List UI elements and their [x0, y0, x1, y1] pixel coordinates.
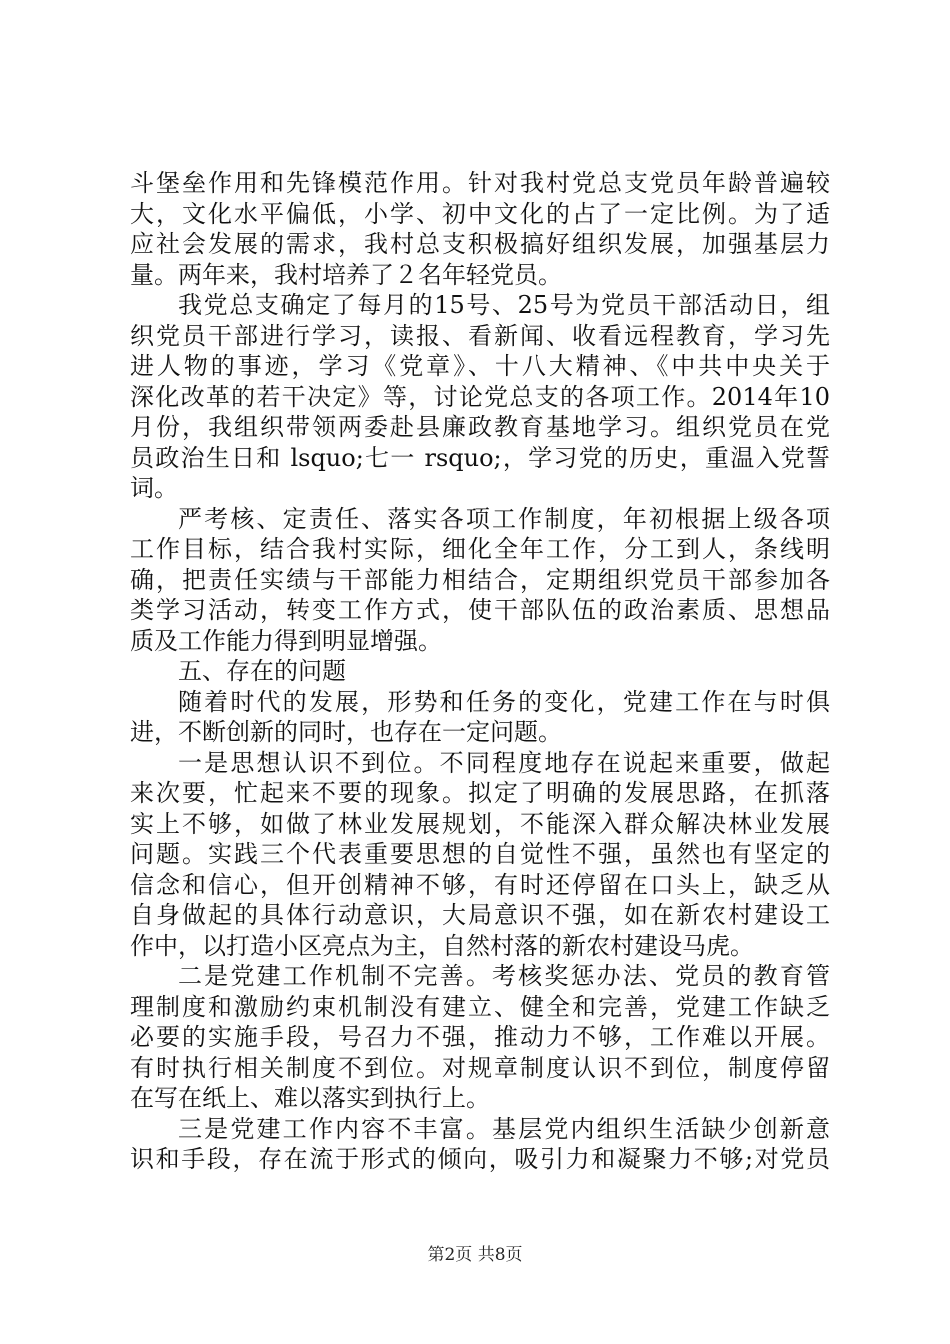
text-line: 来次要，忙起来不要的现象。拟定了明确的发展思路，在抓落: [130, 779, 830, 807]
text-line: 大，文化水平偏低，小学、初中文化的占了一定比例。为了适: [130, 199, 830, 228]
text-line: 类学习活动，转变工作方式，使干部队伍的政治素质、思想品: [130, 596, 830, 624]
text-line: 二是党建工作机制不完善。考核奖惩办法、党员的教育管: [178, 962, 830, 990]
text-line: 有时执行相关制度不到位。对规章制度认识不到位，制度停留: [130, 1053, 830, 1082]
text-line: 问题。实践三个代表重要思想的自觉性不强，虽然也有坚定的: [130, 840, 830, 868]
text-line: 词。: [130, 474, 178, 502]
text-line: 质及工作能力得到明显增强。: [130, 626, 442, 655]
text-line: 五、存在的问题: [178, 657, 346, 685]
text-line: 信念和信心，但开创精神不够，有时还停留在口头上，缺乏从: [130, 870, 830, 899]
text-line: 一是思想认识不到位。不同程度地存在说起来重要，做起: [178, 748, 830, 777]
text-line: 量。两年来，我村培养了２名年轻党员。: [130, 260, 562, 289]
text-line: 实上不够，如做了林业发展规划，不能深入群众解决林业发展: [130, 809, 830, 838]
text-line: 我党总支确定了每月的15号、25号为党员干部活动日，组: [178, 291, 830, 319]
text-line: 斗堡垒作用和先锋模范作用。针对我村党总支党员年龄普遍较: [130, 169, 830, 197]
text-line: 严考核、定责任、落实各项工作制度，年初根据上级各项: [178, 504, 830, 533]
text-line: 自身做起的具体行动意识，大局意识不强，如在新农村建设工: [130, 901, 830, 929]
text-line: 随着时代的发展，形势和任务的变化，党建工作在与时俱: [178, 687, 830, 716]
text-line: 进，不断创新的同时，也存在一定问题。: [130, 718, 562, 746]
page-footer: 第2页 共8页: [427, 1245, 523, 1265]
text-line: 三是党建工作内容不丰富。基层党内组织生活缺少创新意: [178, 1114, 830, 1143]
text-line: 月份，我组织带领两委赴县廉政教育基地学习。组织党员在党: [130, 413, 830, 441]
text-line: 作中，以打造小区亮点为主，自然村落的新农村建设马虎。: [130, 931, 754, 960]
text-line: 理制度和激励约束机制没有建立、健全和完善，党建工作缺乏: [130, 992, 830, 1021]
text-line: 织党员干部进行学习，读报、看新闻、收看远程教育，学习先: [130, 321, 830, 350]
text-line: 在写在纸上、难以落实到执行上。: [130, 1084, 490, 1112]
text-line: 员政治生日和 lsquo;七一 rsquo;，学习党的历史，重温入党誓: [130, 443, 830, 472]
text-line: 深化改革的若干决定》等，讨论党总支的各项工作。2014年10: [130, 382, 830, 411]
text-line: 工作目标，结合我村实际，细化全年工作，分工到人，条线明: [130, 535, 830, 563]
text-line: 确，把责任实绩与干部能力相结合，定期组织党员干部参加各: [130, 565, 830, 594]
text-line: 必要的实施手段，号召力不强，推动力不够，工作难以开展。: [130, 1023, 830, 1051]
text-line: 识和手段，存在流于形式的倾向，吸引力和凝聚力不够;对党员: [130, 1145, 830, 1173]
document-body: [130, 168, 830, 1175]
text-line: 应社会发展的需求，我村总支积极搞好组织发展，加强基层力: [130, 230, 830, 258]
text-line: 进人物的事迹，学习《党章》、十八大精神、《中共中央关于: [130, 352, 830, 380]
